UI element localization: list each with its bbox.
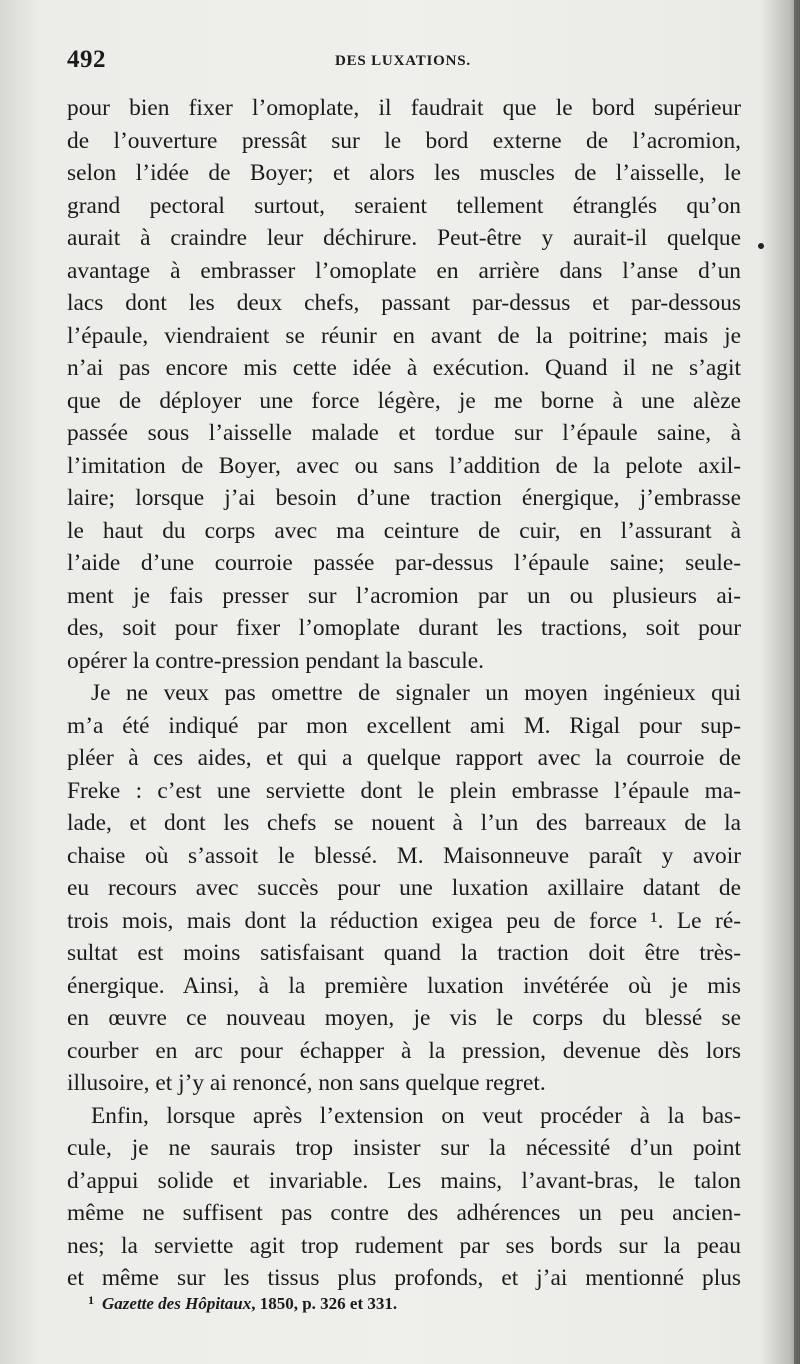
text-line: des, soit pour fixer l’omoplate durant les tractions, soit pour <box>67 615 741 641</box>
text-line: passée sous l’aisselle malade et tordue sur l’épaule saine, à <box>67 420 741 446</box>
text-line: lacs dont les deux chefs, passant par-dessus et par-dessous <box>67 290 741 316</box>
text-line: même ne suffisent pas contre des adhérences un peu ancien- <box>67 1200 741 1226</box>
text-line: n’ai pas encore mis cette idée à exécution. Quand il ne s’agit <box>67 355 741 381</box>
text-line: nes; la serviette agit trop rudement par ses bords sur la peau <box>67 1232 741 1259</box>
page-header <box>67 46 767 78</box>
text-line: sultat est moins satisfaisant quand la traction doit être très- <box>67 940 741 966</box>
text-line: courber en arc pour échapper à la pression, devenue dès lors <box>67 1037 741 1064</box>
text-line: trois mois, mais dont la réduction exigea peu de force ¹. Le ré- <box>67 907 741 934</box>
text-line: eu recours avec succès pour une luxation axillaire datant de <box>67 875 741 901</box>
text-line: opérer la contre-pression pendant la bascule. <box>67 647 484 674</box>
footnote <box>88 1293 397 1314</box>
text-line: avantage à embrasser l’omoplate en arrière dans l’anse d’un <box>67 257 741 284</box>
text-line: pour bien fixer l’omoplate, il faudrait que le bord supérieur <box>67 95 741 121</box>
footnote-journal: Gazette des Hôpitaux <box>102 1294 252 1313</box>
text-line: cule, je ne saurais trop insister sur la nécessité d’un point <box>67 1135 741 1161</box>
footnote-marker: 1 <box>88 1293 94 1307</box>
text-line: l’aide d’une courroie passée par-dessus l’épaule saine; seule- <box>67 550 741 576</box>
text-line: Enfin, lorsque après l’extension on veut procéder à la bas- <box>91 1102 741 1129</box>
text-line: chaise où s’assoit le blessé. M. Maisonneuve paraît y avoir <box>67 842 741 869</box>
text-line: Je ne veux pas omettre de signaler un moyen ingénieux qui <box>91 680 741 706</box>
text-line: l’épaule, viendraient se réunir en avant de la poitrine; mais je <box>67 322 741 349</box>
body-text <box>67 92 741 1295</box>
text-line: laire; lorsque j’ai besoin d’une traction énergique, j’embrasse <box>67 485 741 511</box>
text-line: ment je fais presser sur l’acromion par un ou plusieurs ai- <box>67 582 741 609</box>
text-line: lade, et dont les chefs se nouent à l’un des barreaux de la <box>67 810 741 836</box>
page-edge-shadow <box>794 0 800 1364</box>
text-line: Freke : c’est une serviette dont le plein embrasse l’épaule ma- <box>67 777 741 804</box>
running-title: DES LUXATIONS. <box>335 53 471 69</box>
ink-speck <box>758 243 764 249</box>
text-line: pléer à ces aides, et qui a quelque rapport avec la courroie de <box>67 745 741 771</box>
text-line: en œuvre ce nouveau moyen, je vis le corps du blessé se <box>67 1005 741 1031</box>
text-line: illusoire, et j’y ai renoncé, non sans quelque regret. <box>67 1070 546 1096</box>
page-number: 492 <box>67 46 106 73</box>
text-line: et même sur les tissus plus profonds, et j’ai mentionné plus <box>67 1265 741 1291</box>
text-line: aurait à craindre leur déchirure. Peut-être y aurait-il quelque <box>67 225 741 251</box>
text-line: grand pectoral surtout, seraient tellement étranglés qu’on <box>67 192 741 219</box>
text-line: le haut du corps avec ma ceinture de cuir, en l’assurant à <box>67 517 741 544</box>
text-line: que de déployer une force légère, je me borne à une alèze <box>67 387 741 414</box>
text-line: de l’ouverture pressât sur le bord externe de l’acromion, <box>67 127 741 154</box>
footnote-citation: , 1850, p. 326 et 331. <box>251 1294 398 1313</box>
text-line: énergique. Ainsi, à la première luxation invétérée où je mis <box>67 972 741 999</box>
text-line: d’appui solide et invariable. Les mains, l’avant-bras, le talon <box>67 1167 741 1194</box>
text-line: l’imitation de Boyer, avec ou sans l’addition de la pelote axil- <box>67 452 741 479</box>
text-line: selon l’idée de Boyer; et alors les muscles de l’aisselle, le <box>67 160 741 186</box>
text-line: m’a été indiqué par mon excellent ami M. Rigal pour sup- <box>67 712 741 739</box>
